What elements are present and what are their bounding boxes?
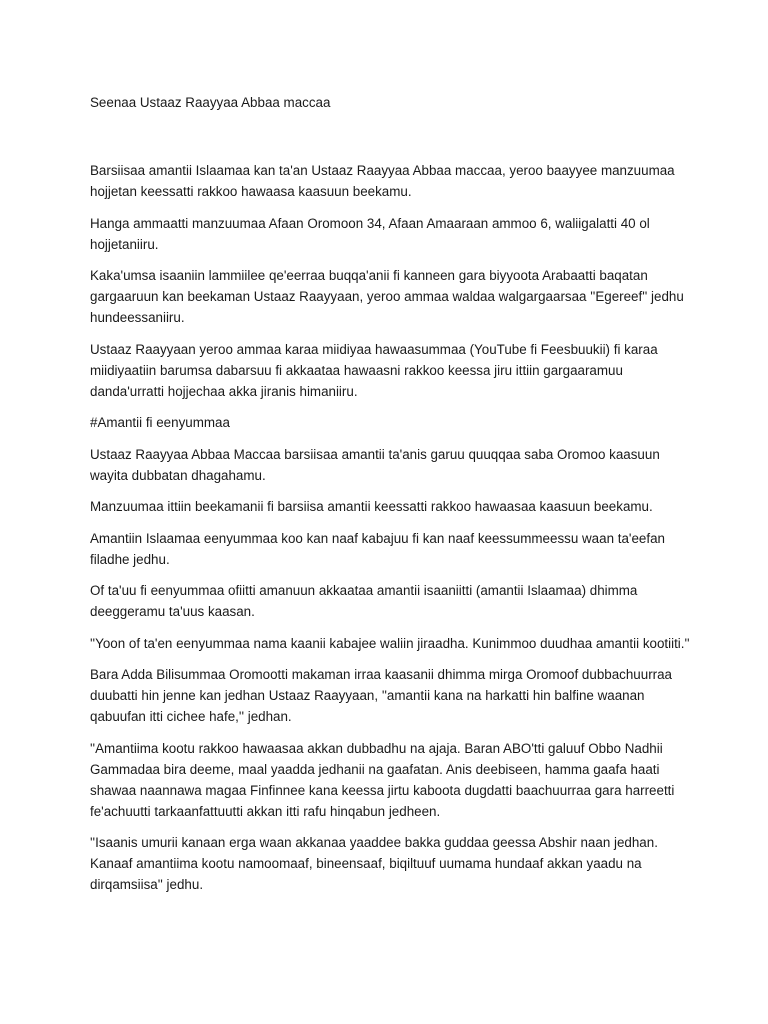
paragraph: Ustaaz Raayyaan yeroo ammaa karaa miidiyaa hawaasummaa (YouTube fi Feesbuukii) fi karaa miidiyaatiin barumsa dabarsuu fi akkaataa hawaasni rakkoo keessa jiru ittiin gargaaramuu danda'urratti hojjechaa akka jiranis himaniiru. <box>90 341 658 399</box>
quote-paragraph: ''Isaanis umurii kanaan erga waan akkanaa yaaddee bakka guddaa geessa Abshir naan jedhan. Kanaaf amantiima kootu namoomaaf, bineensaaf, biqiltuuf uumama hundaaf akkan yaadu na dirqamsiisa'' jedhu. <box>90 835 658 892</box>
paragraph: Manzuumaa ittiin beekamanii fi barsiisa amantii keessatti rakkoo hawaasaa kaasuun beekamu. <box>90 499 653 514</box>
paragraph: Ustaaz Raayyaa Abbaa Maccaa barsiisaa amantii ta'anis garuu quuqqaa saba Oromoo kaasuun wayita dubbatan dhagahamu. <box>90 446 660 483</box>
section-heading: #Amantii fi eenyummaa <box>90 415 230 430</box>
document-title: Seenaa Ustaaz Raayyaa Abbaa maccaa <box>90 95 331 110</box>
document-body <box>90 160 690 895</box>
paragraph: Amantiin Islaamaa eenyummaa koo kan naaf kabajuu fi kan naaf keessummeessu waan ta'eefan filadhe jedhu. <box>90 530 665 567</box>
paragraph: Barsiisaa amantii Islaamaa kan ta'an Ustaaz Raayyaa Abbaa maccaa, yeroo baayyee manzuumaa hojjetan keessatti rakkoo hawaasa kaasuun beekamu. <box>90 163 675 199</box>
quote-paragraph: ''Amantiima kootu rakkoo hawaasaa akkan dubbadhu na ajaja. Baran ABO'tti galuuf Obbo Nadhii Gammadaa bira deeme, maal yaadda jedhanii na gaafatan. Anis deebiseen, hamma gaafa haati shawaa naannawa magaa Finfinnee kana keessa jirtu kaboota dugdatti baachuurraa gara harreetti fe'achuutti tarkaanfattuutti akkan itti rafu hinqabun jedheen. <box>90 740 675 819</box>
quote-paragraph: ''Yoon of ta'en eenyummaa nama kaanii kabajee waliin jiraadha. Kunimmoo duudhaa amantii kootiiti.'' <box>90 635 690 651</box>
paragraph: Of ta'uu fi eenyummaa ofiitti amanuun akkaataa amantii isaaniitti (amantii Islaamaa) dhimma deeggeramu ta'uus kaasan. <box>90 583 638 619</box>
paragraph: Hanga ammaatti manzuumaa Afaan Oromoon 34, Afaan Amaaraan ammoo 6, waliigalatti 40 ol hojjetaniiru. <box>90 215 650 252</box>
document-page <box>90 92 690 906</box>
paragraph: Bara Adda Bilisummaa Oromootti makaman irraa kaasanii dhimma mirga Oromoof dubbachuurraa duubatti hin jenne kan jedhan Ustaaz Raayyaan, ''amantii kana na harkatti hin balfine waanan qabuufan itti cichee hafe,'' jedhan. <box>90 667 673 724</box>
paragraph: Kaka'umsa isaaniin lammiilee qe'eerraa buqqa'anii fi kanneen gara biyyoota Arabaatti baqatan gargaaruun kan beekaman Ustaaz Raayyaan, yeroo ammaa waldaa walgargaarsaa ''Egereef'' jedhu hundeessaniiru. <box>90 268 684 325</box>
